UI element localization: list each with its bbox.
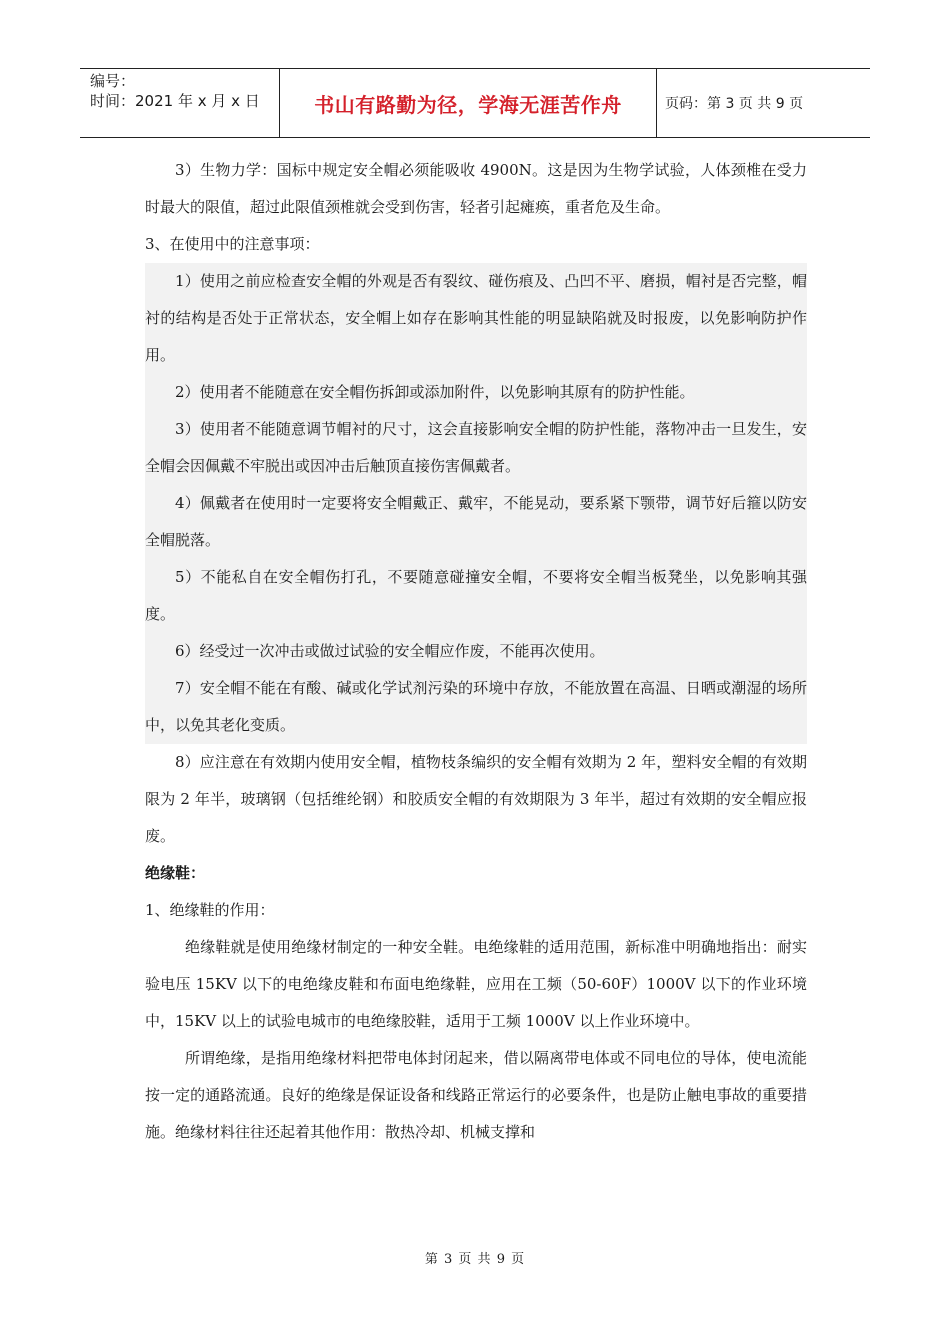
paragraph-insulation: 所谓绝缘，是指用绝缘材料把带电体封闭起来，借以隔离带电体或不同电位的导体，使电流能按一定的通路流通。良好的绝缘是保证设备和线路正常运行的必要条件，也是防止触电事故的重要措施。绝缘材料往往还起着其他作用：散热冷却、机械支撑和 [145,1049,807,1141]
note-item-6: 6）经受过一次冲击或做过试验的安全帽应作废，不能再次使用。 [175,642,605,660]
document-header [80,68,870,138]
note-item-2: 2）使用者不能随意在安全帽伤拆卸或添加附件，以免影响其原有的防护性能。 [175,383,695,401]
note-item-7: 7）安全帽不能在有酸、碱或化学试剂污染的环境中存放，不能放置在高温、日晒或潮湿的场所中，以免其老化变质。 [145,679,807,734]
usage-notes-block [145,263,807,744]
number-label: 编号： [90,72,136,90]
note-item-5: 5）不能私自在安全帽伤打孔，不要随意碰撞安全帽，不要将安全帽当板凳坐，以免影响其强度。 [145,568,807,623]
note-item-8: 8）应注意在有效期内使用安全帽，植物枝条编织的安全帽有效期为 2 年，塑料安全帽的有效期限为 2 年半，玻璃钢（包括维纶钢）和胶质安全帽的有效期限为 3 年半，超过有效期的安全帽应报废。 [145,753,807,845]
paragraph-insulated-shoes: 绝缘鞋就是使用绝缘材制定的一种安全鞋。电绝缘鞋的适用范围，新标准中明确地指出：耐实验电压 15KV 以下的电绝缘皮鞋和布面电绝缘鞋，应用在工频（50-60F）1000V 以下的作业环境中，15KV 以上的试验电城市的电绝缘胶鞋，适用于工频 1000V 以上作业环境中。 [145,938,807,1030]
header-meta-cell [80,69,280,137]
motto: 书山有路勤为径，学海无涯苦作舟 [280,69,657,137]
sub-title: 1、绝缘鞋的作用： [145,901,275,919]
paragraph-biomechanics: 3）生物力学：国标中规定安全帽必须能吸收 4900N。这是因为生物学试验，人体颈椎在受力时最大的限值，超过此限值颈椎就会受到伤害，轻者引起瘫痪，重者危及生命。 [145,161,807,216]
page-footer: 第 3 页 共 9 页 [424,1252,526,1267]
note-item-3: 3）使用者不能随意调节帽衬的尺寸，这会直接影响安全帽的防护性能，落物冲击一旦发生，安全帽会因佩戴不牢脱出或因冲击后触顶直接伤害佩戴者。 [145,420,807,475]
time-label: 时间：2021 年 x 月 x 日 [90,92,260,110]
note-item-4: 4）佩戴者在使用时一定要将安全帽戴正、戴牢，不能晃动，要系紧下颚带，调节好后箍以防安全帽脱落。 [145,494,807,549]
page-code: 页码：第 3 页 共 9 页 [665,96,804,112]
note-item-1: 1）使用之前应检查安全帽的外观是否有裂纹、碰伤痕及、凸凹不平、磨损，帽衬是否完整，帽衬的结构是否处于正常状态，安全帽上如存在影响其性能的明显缺陷就及时报废，以免影响防护作用。 [145,272,807,364]
usage-notes-heading: 3、在使用中的注意事项： [145,235,320,253]
document-body [145,152,807,1151]
section-title: 绝缘鞋： [145,864,206,882]
